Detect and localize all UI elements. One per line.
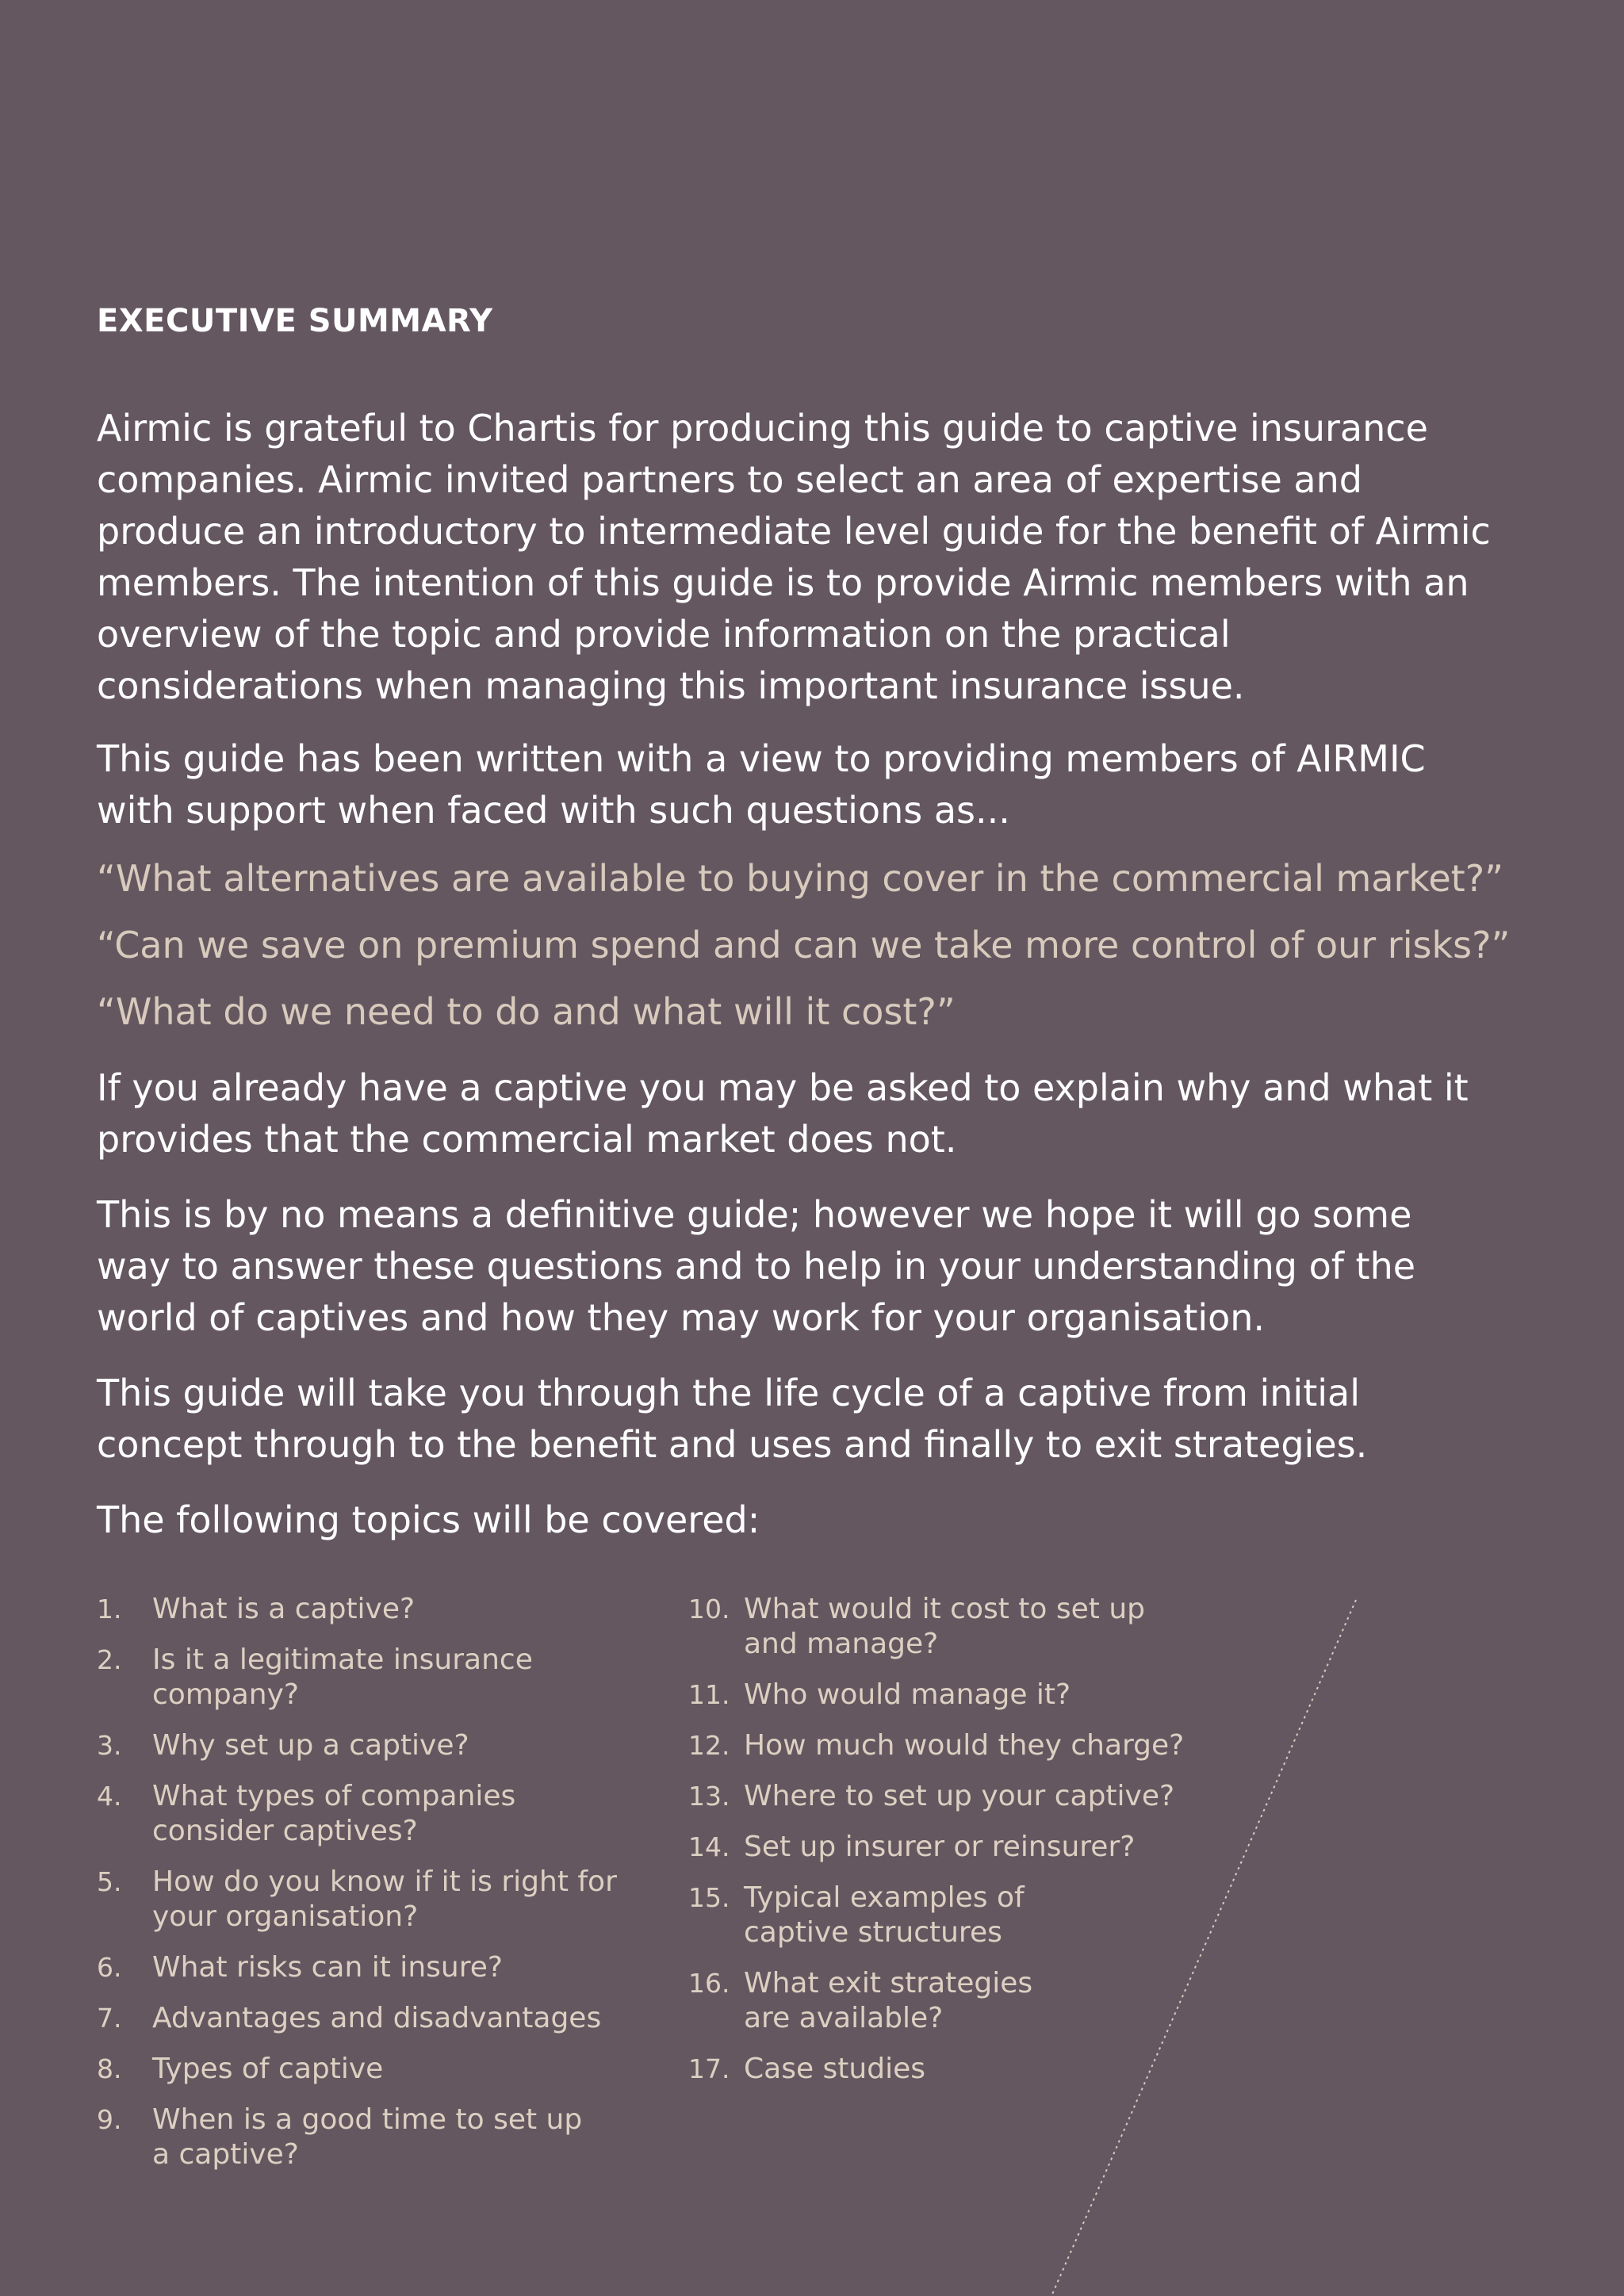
list-text: What is a captive? <box>152 1593 416 1625</box>
list-text: What types of companies consider captives? <box>152 1780 516 1847</box>
list-number: 14. <box>688 1831 730 1862</box>
definitive-guide-paragraph: This is by no means a definitive guide; however we hope it will go some way to answer these questions and to help in your understanding of the world of captives and how they may work for your organisation. <box>97 1193 1416 1339</box>
list-text: What exit strategies are available? <box>744 1967 1033 2034</box>
list-number: 11. <box>688 1679 730 1710</box>
list-number: 10. <box>688 1594 730 1624</box>
quote-cost: “What do we need to do and what will it cost?” <box>97 990 956 1033</box>
list-number: 16. <box>688 1968 730 1999</box>
list-number: 13. <box>688 1781 730 1812</box>
list-text: When is a good time to set up a captive? <box>152 2103 583 2171</box>
list-number: 8. <box>97 2053 122 2084</box>
list-number: 9. <box>97 2104 122 2135</box>
list-number: 15. <box>688 1882 730 1913</box>
intro-paragraph: Airmic is grateful to Chartis for producing this guide to captive insurance companies. Airmic invited partners to select an area of expertise and produce an introductory to intermediate level guide for the benefit of Airmic members. The intention of this guide is to provide Airmic members with an overview of the topic and provide information on the practical considerations when managing this important insurance issue. <box>97 407 1491 707</box>
list-number: 5. <box>97 1866 122 1897</box>
list-number: 4. <box>97 1781 122 1812</box>
list-number: 6. <box>97 1952 122 1983</box>
page-heading: EXECUTIVE SUMMARY <box>97 303 493 339</box>
list-number: 3. <box>97 1730 122 1761</box>
list-text: How much would they charge? <box>744 1729 1185 1762</box>
list-text: Where to set up your captive? <box>744 1780 1175 1812</box>
list-text: Why set up a captive? <box>152 1729 469 1762</box>
list-text: Typical examples of captive structures <box>744 1881 1025 1949</box>
list-text: Set up insurer or reinsurer? <box>744 1831 1136 1863</box>
list-text: How do you know if it is right for your organisation? <box>152 1866 617 1933</box>
list-text: Case studies <box>744 2053 925 2085</box>
existing-captive-paragraph: If you already have a captive you may be asked to explain why and what it provides that the commercial market does not. <box>97 1066 1469 1161</box>
questions-intro-paragraph: This guide has been written with a view to providing members of AIRMIC with support when faced with such questions as... <box>97 737 1426 832</box>
list-number: 17. <box>688 2053 730 2084</box>
list-text: Who would manage it? <box>744 1678 1071 1711</box>
life-cycle-paragraph: This guide will take you through the life cycle of a captive from initial concept through to the benefit and uses and finally to exit strategies. <box>97 1372 1368 1466</box>
list-number: 1. <box>97 1594 122 1624</box>
quote-alternatives: “What alternatives are available to buying cover in the commercial market?” <box>97 857 1503 900</box>
list-text: Types of captive <box>152 2053 384 2085</box>
list-number: 7. <box>97 2003 122 2034</box>
dotted-line <box>1051 1600 1356 2296</box>
topics-intro-paragraph: The following topics will be covered: <box>97 1498 760 1541</box>
list-text: What would it cost to set up and manage? <box>744 1593 1146 1660</box>
list-number: 12. <box>688 1730 730 1761</box>
list-text: What risks can it insure? <box>152 1951 503 1984</box>
list-text: Is it a legitimate insurance company? <box>152 1644 533 1711</box>
list-number: 2. <box>97 1644 122 1675</box>
list-text: Advantages and disadvantages <box>152 2002 602 2034</box>
quote-premium: “Can we save on premium spend and can we take more control of our risks?” <box>97 924 1511 966</box>
